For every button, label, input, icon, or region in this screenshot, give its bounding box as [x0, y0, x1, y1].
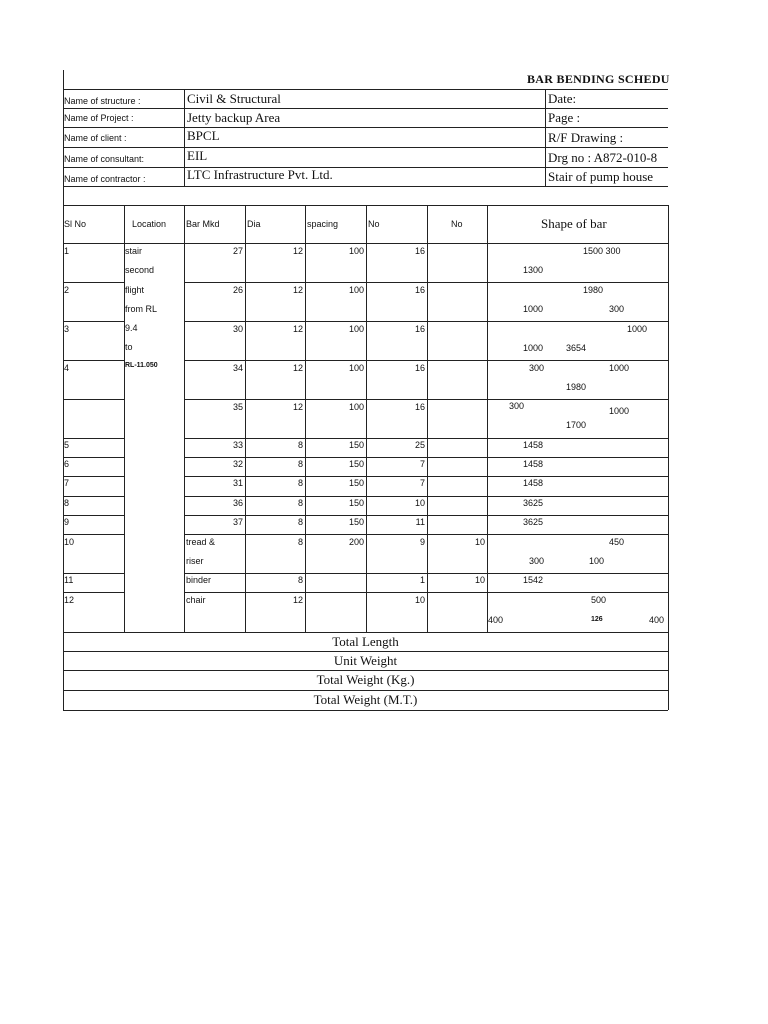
cell-dia: 12: [292, 402, 303, 412]
cell-dia: 12: [292, 285, 303, 295]
cell-no: 16: [414, 285, 425, 295]
col-header-spacing: spacing: [307, 219, 339, 229]
cell-dia: 12: [292, 324, 303, 334]
cell-no-2: 10: [474, 537, 485, 547]
shape-dim: 500: [591, 595, 607, 605]
cell-location: chair: [186, 595, 206, 605]
cell-bar-mkd: 36: [232, 498, 243, 508]
cell-dia: 8: [297, 517, 303, 527]
col-line-bar: [184, 205, 185, 632]
shape-dim: 1000: [609, 406, 630, 416]
field-right-date: Date:: [548, 91, 577, 106]
col-line-dia: [245, 205, 246, 632]
col-line-no1: [366, 205, 367, 632]
field-value-contractor: LTC Infrastructure Pvt. Ltd.: [187, 167, 333, 182]
shape-dim: 1542: [523, 575, 544, 585]
cell-dia: 8: [297, 478, 303, 488]
field-value-structure: Civil & Structural: [187, 91, 281, 106]
location-line: 9.4: [125, 323, 138, 333]
cell-bar-mkd: 33: [232, 440, 243, 450]
shape-dim: 1500 300: [583, 246, 621, 256]
cell-sl: 7: [64, 478, 70, 488]
shape-dim: 300: [529, 363, 545, 373]
cell-bar-mkd: 27: [232, 246, 243, 256]
hdr-line-1: [63, 89, 668, 90]
totals-line: [63, 670, 668, 671]
cell-no: 16: [414, 363, 425, 373]
col-header-location: Location: [132, 219, 167, 229]
cell-no: 10: [414, 595, 425, 605]
row-line: [63, 515, 124, 516]
cell-spacing: 150: [348, 459, 364, 469]
col-header-no-2: No: [451, 219, 463, 229]
cell-no: 16: [414, 324, 425, 334]
field-label-contractor: Name of contractor :: [64, 174, 146, 184]
cell-dia: 8: [297, 575, 303, 585]
row-line: [63, 321, 124, 322]
cell-spacing: 150: [348, 517, 364, 527]
row-line: [184, 282, 668, 283]
cell-location: binder: [186, 575, 212, 585]
cell-no: 9: [419, 537, 425, 547]
shape-dim: 1458: [523, 459, 544, 469]
cell-spacing: 150: [348, 440, 364, 450]
totals-line: [63, 710, 668, 711]
cell-no-2: 10: [474, 575, 485, 585]
cell-sl: 9: [64, 517, 70, 527]
location-line: second: [125, 265, 155, 275]
row-line: [63, 282, 124, 283]
shape-dim: 1000: [609, 363, 630, 373]
hdr-divider-label: [184, 89, 185, 186]
cell-location: riser: [186, 556, 204, 566]
unit-weight-label: Unit Weight: [333, 653, 398, 668]
row-line: [184, 515, 668, 516]
right-border: [668, 205, 669, 710]
shape-dim: 3625: [523, 517, 544, 527]
cell-bar-mkd: 34: [232, 363, 243, 373]
col-header-dia: Dia: [247, 219, 261, 229]
field-right-rf-drawing: R/F Drawing :: [548, 130, 624, 145]
cell-dia: 8: [297, 537, 303, 547]
shape-dim: 3654: [566, 343, 587, 353]
location-line: flight: [125, 285, 145, 295]
cell-dia: 12: [292, 246, 303, 256]
left-border: [63, 70, 64, 710]
row-line: [184, 592, 668, 593]
row-line: [63, 438, 124, 439]
cell-location: tread &: [186, 537, 216, 547]
shape-dim: 126: [591, 616, 603, 623]
field-right-structure-name: Stair of pump house: [548, 169, 654, 184]
cell-sl: 5: [64, 440, 70, 450]
cell-sl: 6: [64, 459, 70, 469]
hdr-line-5: [63, 167, 668, 168]
field-label-client: Name of client :: [64, 133, 127, 143]
hdr-line-4: [63, 147, 668, 148]
shape-dim: 1700: [566, 420, 587, 430]
hdr-line-6: [63, 186, 668, 187]
cell-dia: 12: [292, 363, 303, 373]
shape-dim: 100: [589, 556, 605, 566]
shape-dim: 1458: [523, 440, 544, 450]
shape-dim: 300: [529, 556, 545, 566]
schedule-title: BAR BENDING SCHEDU: [527, 72, 670, 86]
field-right-page: Page :: [548, 110, 581, 125]
shape-dim: 1000: [627, 324, 648, 334]
shape-dim: 400: [488, 615, 504, 625]
cell-spacing: 100: [348, 285, 364, 295]
cell-no: 7: [419, 459, 425, 469]
shape-dim: 1000: [523, 304, 544, 314]
row-line: [184, 534, 668, 535]
field-value-project: Jetty backup Area: [187, 110, 281, 125]
cell-no: 7: [419, 478, 425, 488]
cell-bar-mkd: 35: [232, 402, 243, 412]
shape-dim: 1980: [566, 382, 587, 392]
cell-sl: 12: [64, 595, 75, 605]
col-line-spacing: [305, 205, 306, 632]
shape-dim: 300: [609, 304, 625, 314]
col-header-shape-of-bar: Shape of bar: [541, 216, 607, 231]
cell-dia: 8: [297, 459, 303, 469]
cell-sl: 1: [64, 246, 70, 256]
row-line: [184, 496, 668, 497]
cell-no: 25: [414, 440, 425, 450]
field-label-project: Name of Project :: [64, 113, 134, 123]
cell-bar-mkd: 37: [232, 517, 243, 527]
location-line: stair: [125, 246, 143, 256]
cell-dia: 12: [292, 595, 303, 605]
col-header-bar-mkd: Bar Mkd: [186, 219, 220, 229]
row-line: [184, 438, 668, 439]
row-line: [63, 399, 124, 400]
cell-no: 1: [419, 575, 425, 585]
cell-bar-mkd: 30: [232, 324, 243, 334]
cell-bar-mkd: 32: [232, 459, 243, 469]
field-value-client: BPCL: [187, 128, 220, 143]
row-line: [63, 573, 124, 574]
shape-dim: 400: [649, 615, 665, 625]
cell-spacing: 100: [348, 324, 364, 334]
totals-line: [63, 651, 668, 652]
shape-dim: 3625: [523, 498, 544, 508]
row-line: [184, 457, 668, 458]
location-line: to: [125, 342, 133, 352]
shape-dim: 1980: [583, 285, 604, 295]
row-line: [63, 592, 124, 593]
field-label-consultant: Name of consultant:: [64, 154, 145, 164]
cell-sl: 4: [64, 363, 70, 373]
row-line: [184, 321, 668, 322]
cell-spacing: 100: [348, 402, 364, 412]
total-weight-kg-label: Total Weight (Kg.): [316, 672, 415, 687]
shape-dim: 450: [609, 537, 625, 547]
cell-spacing: 100: [348, 363, 364, 373]
cell-no: 10: [414, 498, 425, 508]
grid-bottom-line: [63, 632, 668, 633]
cell-no: 11: [415, 517, 425, 527]
shape-dim: 300: [509, 401, 525, 411]
shape-dim: 1458: [523, 478, 544, 488]
cell-dia: 8: [297, 440, 303, 450]
cell-no: 16: [414, 246, 425, 256]
row-line: [63, 476, 124, 477]
col-header-no: No: [368, 219, 380, 229]
cell-bar-mkd: 26: [232, 285, 243, 295]
row-line: [63, 496, 124, 497]
cell-sl: 11: [64, 575, 74, 585]
shape-dim: 1000: [523, 343, 544, 353]
field-label-structure: Name of structure :: [64, 96, 141, 106]
cell-sl: 8: [64, 498, 70, 508]
hdr-divider-right: [545, 89, 546, 186]
row-line: [184, 476, 668, 477]
location-line: from RL: [125, 304, 158, 314]
cell-sl: 10: [64, 537, 75, 547]
cell-dia: 8: [297, 498, 303, 508]
row-line: [184, 573, 668, 574]
col-line-no2: [427, 205, 428, 632]
total-length-label: Total Length: [332, 634, 399, 649]
hdr-line-2: [63, 108, 668, 109]
col-line-shape: [487, 205, 488, 632]
cell-sl: 3: [64, 324, 70, 334]
location-line: RL-11.050: [125, 362, 158, 369]
field-right-drg-no: Drg no : A872-010-8: [548, 150, 658, 165]
hdr-line-3: [63, 127, 668, 128]
row-line: [184, 360, 668, 361]
row-line: [63, 360, 124, 361]
cell-spacing: 150: [348, 478, 364, 488]
shape-dim: 1300: [523, 265, 544, 275]
cell-spacing: 100: [348, 246, 364, 256]
cell-no: 16: [414, 402, 425, 412]
row-line: [63, 534, 124, 535]
cell-sl: 2: [64, 285, 70, 295]
cell-bar-mkd: 31: [232, 478, 243, 488]
field-value-consultant: EIL: [187, 148, 208, 163]
col-header-sl-no: Sl No: [64, 219, 87, 229]
totals-line: [63, 690, 668, 691]
cell-spacing: 200: [348, 537, 364, 547]
cell-spacing: 150: [348, 498, 364, 508]
row-line: [63, 457, 124, 458]
row-line: [184, 399, 668, 400]
total-weight-mt-label: Total Weight (M.T.): [313, 692, 418, 707]
